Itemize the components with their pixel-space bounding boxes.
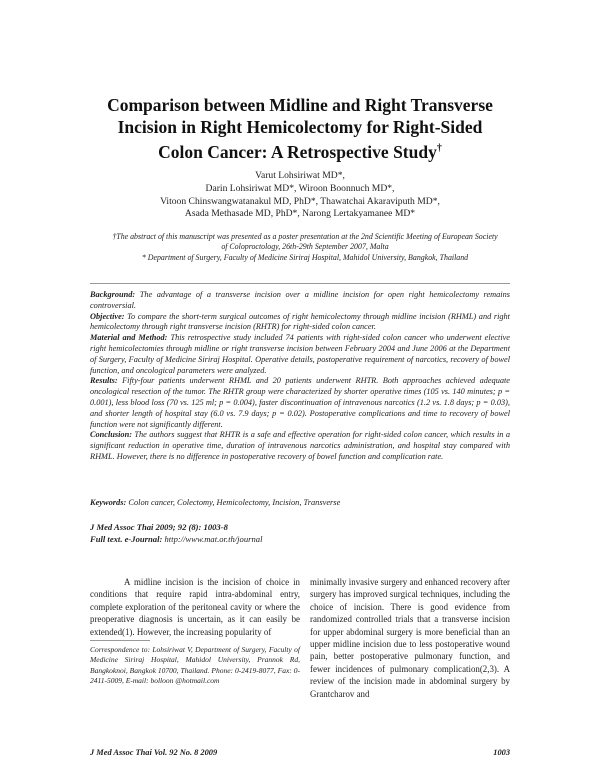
page-footer xyxy=(90,748,510,757)
correspondence-note: Correspondence to: Lohsiriwat V, Department of Surgery, Faculty of Medicine Siriraj Hospital, Mahidol University, Prannok Rd, Bangkoknoi, Bangkok 10700, Thailand. Phone: 0-2419-8077, Fax: 0-2411-5009, E-mail: bolloon @hotmail.com xyxy=(90,645,300,686)
article-title xyxy=(60,94,540,163)
abstract-objective xyxy=(90,312,510,334)
intro-paragraph-right: minimally invasive surgery and enhanced recovery after surgery has improved surgical techniques, including the choice of incision. There is good evidence from randomized controlled trials that a transverse incision for upper abdominal surgery is more beneficial than an upper midline incision due to less postoperative wound pain, better postoperative pulmonary function, and fewer incidences of pulmonary complication(2,3). A review of the incision made in abdominal surgery by Grantcharov and xyxy=(310,577,510,699)
abstract xyxy=(90,290,510,463)
body-column-left xyxy=(90,576,300,638)
fulltext-label: Full text. e-Journal: xyxy=(90,533,163,544)
presentation-note-line-2: of Coloproctology, 26th-29th September 2007, Malta xyxy=(221,242,389,252)
journal-citation: J Med Assoc Thai 2009; 92 (8): 1003-8 xyxy=(90,522,228,532)
objective-label: Objective: xyxy=(90,311,125,321)
background-text: The advantage of a transverse incision over a midline incision for open right hemicolectomy remains controversial. xyxy=(90,290,510,310)
presentation-note-line-1: †The abstract of this manuscript was presented as a poster presentation at the 2nd Scientific Meeting of European Society xyxy=(112,232,498,241)
section-divider xyxy=(90,283,510,284)
method-text: This retrospective study included 74 patients with right-sided colon cancer who underwent elective right hemicolectomies through midline or right transverse incision between February 2004 and June 2006 at the Department of Surgery, Faculty of Medicine Siriraj Hospital. Operative details, postoperative requirement of narcotics, recovery of bowel function, and oncological parameters were analyzed. xyxy=(90,333,510,375)
keywords xyxy=(90,498,510,507)
author-line-2: Darin Lohsiriwat MD*, Wiroon Boonnuch MD*, xyxy=(205,182,395,194)
fulltext-link[interactable]: http://www.mat.or.th/journal xyxy=(162,533,263,544)
intro-paragraph-left: A midline incision is the incision of choice in conditions that require rapid intra-abdominal entry, complete exploration of the peritoneal cavity or where the preoperative diagnosis is uncertain, as it can easily be extended(1). However, the increasing popularity of xyxy=(90,577,300,637)
author-list xyxy=(80,170,520,221)
abstract-background xyxy=(90,290,510,312)
method-label: Material and Method: xyxy=(90,333,168,343)
affiliation-notes xyxy=(105,232,505,263)
title-line-3: Colon Cancer: A Retrospective Study xyxy=(158,141,437,162)
author-line-1: Varut Lohsiriwat MD*, xyxy=(255,170,345,181)
affiliation-note: * Department of Surgery, Faculty of Medicine Siriraj Hospital, Mahidol University, Bangkok, Thailand xyxy=(141,252,469,262)
footnote-divider xyxy=(90,640,150,641)
conclusion-label: Conclusion: xyxy=(90,430,132,440)
objective-text: To compare the short-term surgical outcomes of right hemicolectomy through midline incision (RHML) and right hemicolectomy through right transverse incision (RHTR) for right-sided colon cancer. xyxy=(90,311,510,332)
title-line-2: Incision in Right Hemicolectomy for Right-Sided xyxy=(117,117,483,137)
abstract-method xyxy=(90,333,510,376)
author-line-3: Vitoon Chinswangwatanakul MD, PhD*, Thawatchai Akaraviputh MD*, xyxy=(160,195,440,207)
journal-info xyxy=(90,522,510,545)
results-text: Fifty-four patients underwent RHML and 20 patients underwent RHTR. Both approaches achieved adequate oncological resection of the tumor. The RHTR group were characterized by shorter operative times (105 vs. 140 minutes; p = 0.001), less blood loss (70 vs. 125 ml; p = 0.004), faster discontinuation of intravenous narcotics (1.2 vs. 1.8 days; p = 0.03), and shorter length of hospital stay (6.0 vs. 7.9 days; p = 0.02). Postoperative complications and time to recovery of bowel function were not significantly different. xyxy=(90,376,510,429)
keywords-label: Keywords: xyxy=(90,498,127,507)
abstract-conclusion xyxy=(90,430,510,462)
author-line-4: Asada Methasade MD, PhD*, Narong Lertakyamanee MD* xyxy=(184,208,416,220)
title-footnote-mark: † xyxy=(436,143,442,154)
background-label: Background: xyxy=(90,290,136,299)
footer-journal: J Med Assoc Thai Vol. 92 No. 8 2009 xyxy=(90,748,218,757)
results-label: Results: xyxy=(90,376,118,386)
conclusion-text: The authors suggest that RHTR is a safe and effective operation for right-sided colon cancer, which results in a significant reduction in operative time, duration of intravenous narcotics administration, and hospital stay compared with RHML. However, there is no difference in postoperative recovery of bowel function and complication rate. xyxy=(90,430,510,461)
keywords-text: Colon cancer, Colectomy, Hemicolectomy, Incision, Transverse xyxy=(126,498,341,507)
page-number: 1003 xyxy=(493,748,510,757)
title-line-1: Comparison between Midline and Right Transverse xyxy=(107,95,493,115)
body-column-right xyxy=(310,576,510,700)
abstract-results xyxy=(90,376,510,430)
